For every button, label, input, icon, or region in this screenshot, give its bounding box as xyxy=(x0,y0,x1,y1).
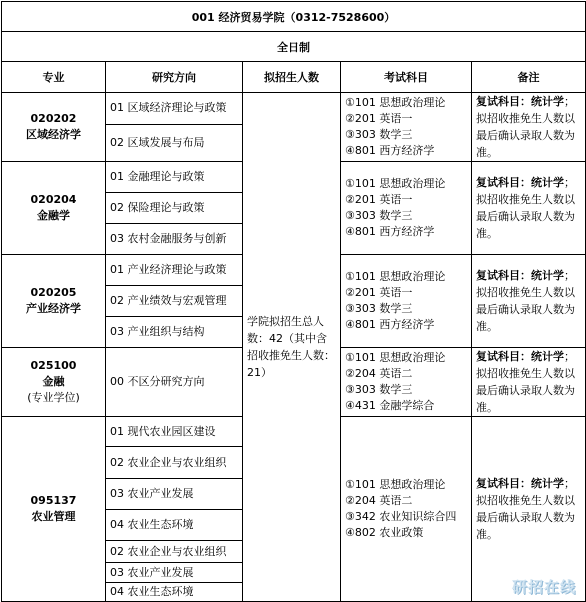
direction-item: 01 区域经济理论与政策 xyxy=(106,93,243,125)
exam-subjects xyxy=(341,417,472,602)
major-code: 020205 xyxy=(30,286,77,299)
exam-subject: ①101 思想政治理论 xyxy=(345,177,446,190)
remark-cell xyxy=(472,417,586,602)
major-cell xyxy=(2,348,106,417)
remark-text: ；拟招收推免生人数以最后确认录取人数为准。 xyxy=(476,95,575,159)
exam-subject: ②201 英语一 xyxy=(345,286,413,299)
major-cell xyxy=(2,162,106,255)
exam-subject: ③303 数学三 xyxy=(345,383,413,396)
remark-label: 复试科目：统计学 xyxy=(476,350,564,363)
exam-subject: ③342 农业知识综合四 xyxy=(345,510,457,523)
exam-subject: ③303 数学三 xyxy=(345,302,413,315)
direction-item: 00 不区分研究方向 xyxy=(106,348,243,417)
header-exam-subjects: 考试科目 xyxy=(341,62,472,93)
direction-item: 02 农业企业与农业组织 xyxy=(106,447,243,479)
quota-cell: 学院拟招生总人数：42（其中含招收推免生人数：21） xyxy=(243,93,341,602)
header-quota: 拟招生人数 xyxy=(243,62,341,93)
exam-subject: ③303 数学三 xyxy=(345,128,413,141)
exam-subject: ③303 数学三 xyxy=(345,209,413,222)
direction-item: 01 现代农业园区建设 xyxy=(106,417,243,447)
enrollment-plan-table xyxy=(1,1,586,602)
major-name: 金融 xyxy=(42,375,65,388)
exam-subject: ②201 英语一 xyxy=(345,193,413,206)
direction-item: 03 农村金融服务与创新 xyxy=(106,224,243,255)
major-degree-note: (专业学位) xyxy=(27,391,80,404)
direction-item: 02 农业企业与农业组织 xyxy=(106,541,243,563)
remark-text: ；拟招收推免生人数以最后确认录取人数为准。 xyxy=(476,350,575,414)
direction-item: 03 农业产业发展 xyxy=(106,563,243,583)
study-mode-label: 全日制 xyxy=(2,32,586,62)
exam-subject: ①101 思想政治理论 xyxy=(345,96,446,109)
exam-subject: ②204 英语二 xyxy=(345,494,413,507)
exam-subjects xyxy=(341,162,472,255)
watermark-logo: 研招在线 xyxy=(511,578,576,596)
exam-subjects xyxy=(341,348,472,417)
direction-item: 04 农业生态环境 xyxy=(106,510,243,541)
direction-item: 01 产业经济理论与政策 xyxy=(106,255,243,286)
exam-subject: ④801 西方经济学 xyxy=(345,318,435,331)
direction-item: 02 区域发展与布局 xyxy=(106,124,243,161)
exam-subject: ④802 农业政策 xyxy=(345,526,424,539)
exam-subject: ①101 思想政治理论 xyxy=(345,270,446,283)
major-code: 095137 xyxy=(30,494,77,507)
header-direction: 研究方向 xyxy=(106,62,243,93)
exam-subject: ②201 英语一 xyxy=(345,112,413,125)
major-code: 020204 xyxy=(30,193,77,206)
major-cell xyxy=(2,417,106,602)
remark-cell xyxy=(472,93,586,162)
remark-label: 复试科目：统计学 xyxy=(476,269,564,282)
college-title: 001 经济贸易学院（0312-7528600） xyxy=(2,2,586,32)
exam-subject: ④801 西方经济学 xyxy=(345,225,435,238)
major-name: 农业管理 xyxy=(31,510,76,523)
remark-cell xyxy=(472,162,586,255)
remark-cell xyxy=(472,348,586,417)
direction-item: 02 保险理论与政策 xyxy=(106,193,243,224)
major-name: 金融学 xyxy=(37,209,70,222)
exam-subject: ①101 思想政治理论 xyxy=(345,351,446,364)
remark-text: ；拟招收推免生人数以最后确认录取人数为准。 xyxy=(476,176,575,240)
exam-subjects xyxy=(341,255,472,348)
remark-label: 复试科目：统计学 xyxy=(476,477,564,490)
remark-cell xyxy=(472,255,586,348)
direction-item: 01 金融理论与政策 xyxy=(106,162,243,193)
remark-text: ；拟招收推免生人数以最后确认录取人数为准。 xyxy=(476,477,575,541)
remark-label: 复试科目：统计学 xyxy=(476,176,564,189)
direction-item: 03 产业组织与结构 xyxy=(106,317,243,348)
exam-subject: ④431 金融学综合 xyxy=(345,399,435,412)
major-name: 产业经济学 xyxy=(26,302,81,315)
major-code: 025100 xyxy=(30,359,77,372)
remark-label: 复试科目：统计学 xyxy=(476,95,564,108)
exam-subject: ①101 思想政治理论 xyxy=(345,478,446,491)
remark-text: ；拟招收推免生人数以最后确认录取人数为准。 xyxy=(476,269,575,333)
header-major: 专业 xyxy=(2,62,106,93)
direction-item: 03 农业产业发展 xyxy=(106,479,243,510)
major-name: 区域经济学 xyxy=(26,128,81,141)
exam-subject: ②204 英语二 xyxy=(345,367,413,380)
exam-subjects xyxy=(341,93,472,162)
major-cell xyxy=(2,93,106,162)
table-row xyxy=(2,93,586,125)
header-remarks: 备注 xyxy=(472,62,586,93)
major-code: 020202 xyxy=(30,112,77,125)
direction-item: 02 产业绩效与宏观管理 xyxy=(106,286,243,317)
direction-item: 04 农业生态环境 xyxy=(106,583,243,602)
exam-subject: ④801 西方经济学 xyxy=(345,144,435,157)
major-cell xyxy=(2,255,106,348)
